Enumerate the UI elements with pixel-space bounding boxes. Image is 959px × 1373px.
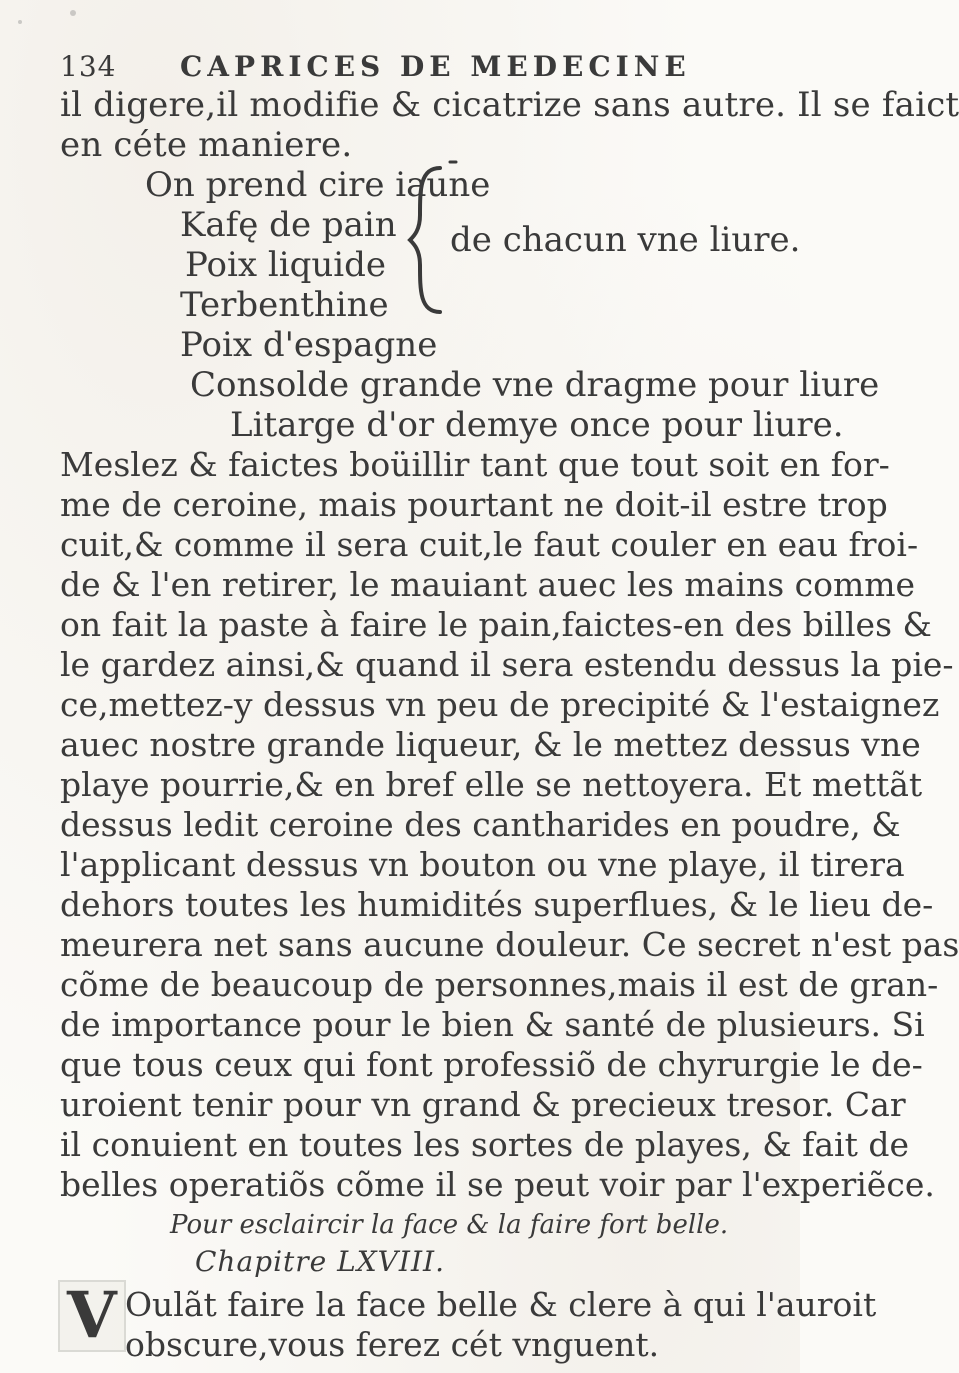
page-number: 134 [60,50,117,83]
drop-cap [58,1280,126,1352]
paragraph-line: belles operatiõs cõme il se peut voir par l'experiẽce. [60,1165,935,1204]
recipe-intro: On prend cire iaune [145,165,491,205]
paragraph-line: cõme de beaucoup de personnes,mais il est de gran- [60,965,939,1004]
chapter-intro: Pour esclaircir la face & la faire fort belle. [170,1210,729,1240]
paragraph-line: dessus ledit ceroine des cantharides en poudre, & [60,805,901,844]
paragraph-line: playe pourrie,& en bref elle se nettoyera. Et mettãt [60,765,923,804]
paragraph-line: le gardez ainsi,& quand il sera estendu dessus la pie- [60,645,954,684]
paragraph-line: uroient tenir pour vn grand & precieux tresor. Car [60,1085,906,1124]
recipe-line: Consolde grande vne dragme pour liure [190,365,880,405]
ingredient-item: Kafę de pain [180,205,397,245]
paragraph-line: de importance pour le bien & santé de plusieurs. Si [60,1005,925,1044]
paragraph-line: l'applicant dessus vn bouton ou vne playe, il tirera [60,845,905,884]
paragraph-line: ce,mettez-y dessus vn peu de precipité & l'estaignez [60,685,940,724]
paragraph-line: que tous ceux qui font professiõ de chyrurgie le de- [60,1045,923,1084]
final-line: Oulãt faire la face belle & clere à qui l'auroit [125,1285,877,1324]
recipe-line: Litarge d'or demye once pour liure. [230,405,844,445]
paragraph-line: Meslez & faictes boüillir tant que tout soit en for- [60,445,890,484]
paragraph-line: de & l'en retirer, le mauiant auec les mains comme [60,565,916,604]
chapter-label: Chapitre LXVIII. [195,1245,445,1278]
brace-label: de chacun vne liure. [450,220,801,260]
ingredient-item: Poix liquide [185,245,386,285]
paper-speck [70,10,76,16]
running-title: CAPRICES DE MEDECINE [180,50,691,83]
paragraph-line: cuit,& comme il sera cuit,le faut couler en eau froi- [60,525,919,564]
drop-cap-letter: V [67,1278,117,1353]
text-line: en céte maniere. [60,125,353,165]
paragraph-line: il conuient en toutes les sortes de playes, & fait de [60,1125,910,1164]
paper-speck [18,20,22,24]
paragraph-line: auec nostre grande liqueur, & le mettez dessus vne [60,725,921,764]
paragraph-line: meurera net sans aucune douleur. Ce secret n'est pas [60,925,959,964]
final-line: obscure,vous ferez cét vnguent. [125,1325,660,1364]
ingredient-item: Terbenthine [180,285,389,325]
paragraph-line: on fait la paste à faire le pain,faictes-en des billes & [60,605,932,644]
paragraph-line: me de ceroine, mais pourtant ne doit-il estre trop [60,485,888,524]
text-line: il digere,il modifie & cicatrize sans autre. Il se faict [60,85,959,125]
ingredient-item: Poix d'espagne [180,325,438,365]
paragraph-line: dehors toutes les humidités superflues, & le lieu de- [60,885,934,924]
